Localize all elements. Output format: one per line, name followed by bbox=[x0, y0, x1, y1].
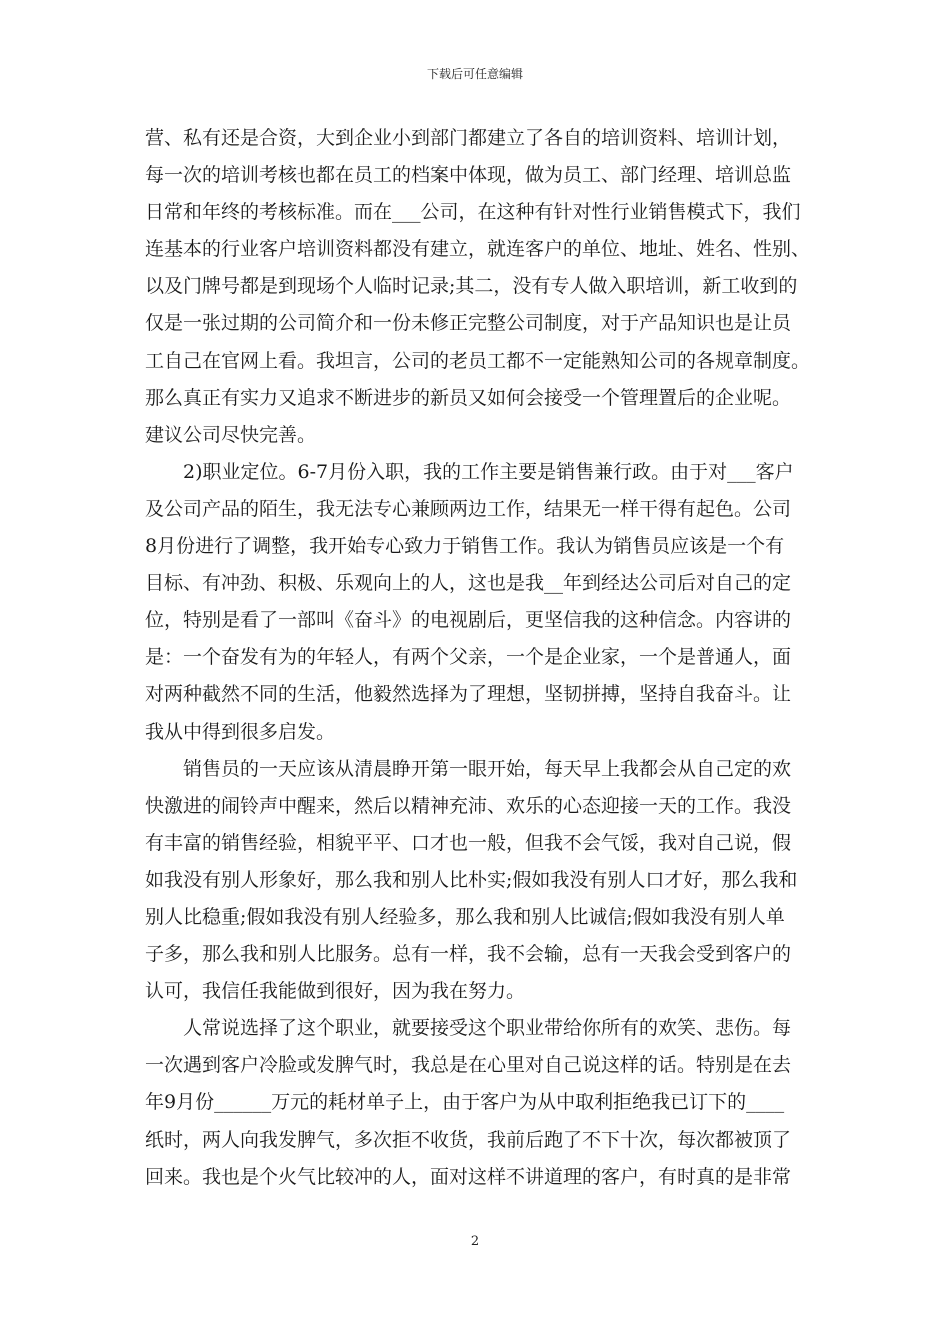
page-number: 2 bbox=[470, 1234, 480, 1249]
document-body bbox=[145, 120, 810, 1196]
text-line: 每一次的培训考核也都在员工的档案中体现，做为员工、部门经理、培训总监 bbox=[145, 164, 792, 187]
text-line: 子多，那么我和别人比服务。总有一样，我不会输，总有一天我会受到客户的 bbox=[145, 943, 792, 966]
text-line: 工自己在官网上看。我坦言，公司的老员工都不一定能熟知公司的各规章制度。 bbox=[145, 349, 811, 372]
text-line: 回来。我也是个火气比较冲的人，面对这样不讲道理的客户，有时真的是非常 bbox=[145, 1165, 792, 1188]
text-line: 那么真正有实力又追求不断进步的新员又如何会接受一个管理置后的企业呢。 bbox=[145, 386, 792, 409]
text-line: 位，特别是看了一部叫《奋斗》的电视剧后，更坚信我的这种信念。内容讲的 bbox=[145, 609, 792, 632]
paragraph-1 bbox=[145, 120, 810, 454]
paragraph-2 bbox=[145, 454, 810, 751]
text-line: 我从中得到很多启发。 bbox=[145, 720, 336, 743]
text-line: 仅是一张过期的公司简介和一份未修正完整公司制度，对于产品知识也是让员 bbox=[145, 312, 792, 335]
text-line: 日常和年终的考核标准。而在___公司，在这种有针对性行业销售模式下，我们 bbox=[145, 201, 801, 224]
text-line: 8月份进行了调整，我开始专心致力于销售工作。我认为销售员应该是一个有 bbox=[145, 535, 785, 558]
text-line: 营、私有还是合资，大到企业小到部门都建立了各自的培训资料、培训计划， bbox=[145, 127, 792, 149]
text-line: 连基本的行业客户培训资料都没有建立，就连客户的单位、地址、姓名、性别、 bbox=[145, 238, 811, 261]
text-line: 如我没有别人形象好，那么我和别人比朴实;假如我没有别人口才好，那么我和 bbox=[145, 868, 798, 891]
paragraph-4 bbox=[145, 1010, 810, 1195]
text-line: 销售员的一天应该从清晨睁开第一眼开始，每天早上我都会从自己定的欢 bbox=[183, 757, 792, 780]
text-line: 以及门牌号都是到现场个人临时记录;其二，没有专人做入职培训，新工收到的 bbox=[145, 275, 798, 298]
text-line: 有丰富的销售经验，相貌平平、口才也一般，但我不会气馁，我对自己说，假 bbox=[145, 831, 792, 854]
text-line: 人常说选择了这个职业，就要接受这个职业带给你所有的欢笑、悲伤。每 bbox=[183, 1017, 792, 1040]
text-line: 及公司产品的陌生，我无法专心兼顾两边工作，结果无一样干得有起色。公司 bbox=[145, 497, 792, 520]
paragraph-3 bbox=[145, 751, 810, 1011]
text-line: 一次遇到客户冷脸或发脾气时，我总是在心里对自己说这样的话。特别是在去 bbox=[145, 1054, 792, 1077]
text-line: 认可，我信任我能做到很好，因为我在努力。 bbox=[145, 980, 526, 1003]
text-line: 目标、有冲劲、积极、乐观向上的人，这也是我__年到经达公司后对自己的定 bbox=[145, 572, 792, 595]
text-line: 对两种截然不同的生活，他毅然选择为了理想，坚韧拼搏，坚持自我奋斗。让 bbox=[145, 683, 792, 706]
text-line: 快激进的闹铃声中醒来，然后以精神充沛、欢乐的心态迎接一天的工作。我没 bbox=[145, 794, 792, 817]
text-line: 是：一个奋发有为的年轻人，有两个父亲，一个是企业家，一个是普通人，面 bbox=[145, 646, 792, 669]
text-line: 纸时，两人向我发脾气，多次拒不收货，我前后跑了不下十次，每次都被顶了 bbox=[145, 1128, 792, 1151]
text-line: 建议公司尽快完善。 bbox=[145, 423, 317, 446]
text-line: 年9月份______万元的耗材单子上，由于客户为从中取利拒绝我已订下的____ bbox=[145, 1091, 785, 1114]
page-header: 下载后可任意编辑 bbox=[426, 67, 523, 81]
text-line: 2)职业定位。6-7月份入职，我的工作主要是销售兼行政。由于对___客户 bbox=[183, 460, 794, 483]
text-line: 别人比稳重;假如我没有别人经验多，那么我和别人比诚信;假如我没有别人单 bbox=[145, 905, 785, 928]
